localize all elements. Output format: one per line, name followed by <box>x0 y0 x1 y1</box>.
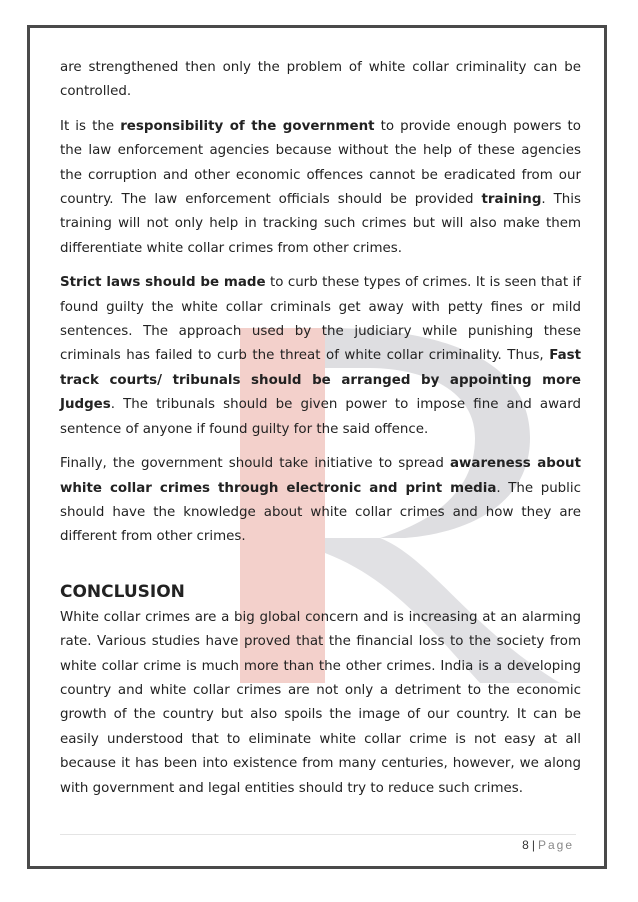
paragraph-p1 <box>60 56 581 105</box>
bold-phrase: responsibility of the government <box>120 118 375 134</box>
paragraph-p3 <box>60 271 581 442</box>
bold-phrase: awareness about white collar crimes through electronic and print media <box>60 456 581 496</box>
text-run: It is the <box>60 118 121 134</box>
paragraph-p4 <box>60 452 581 550</box>
bold-phrase: Strict laws should be made <box>60 275 266 291</box>
document-body <box>60 56 581 811</box>
bold-phrase: training <box>481 192 542 208</box>
text-run: are strengthened then only the problem of white collar criminality can be controlled. <box>60 60 581 100</box>
page-frame <box>27 25 607 869</box>
page-footer <box>522 838 574 852</box>
footer-separator: | <box>531 838 535 852</box>
text-run: . The public should have the knowledge about white collar crimes and how they are different from other crimes. <box>60 480 581 545</box>
page-number: 8 <box>522 838 529 852</box>
paragraph-p2 <box>60 115 581 261</box>
footer-divider <box>60 834 576 835</box>
conclusion-paragraph: White collar crimes are a big global concern and is increasing at an alarming rate. Various studies have proved that the financial loss to the society from white collar crime is much more than the other crimes. India is a developing country and white collar crimes are not only a detriment to the economic growth of the country but also spoils the image of our country. It can be easily understood that to eliminate white collar crime is not easy at all because it has been into existence from many centuries, however, we along with government and legal entities should try to reduce such crimes. <box>60 609 581 796</box>
text-run: to provide enough powers to the law enforcement agencies because without the help of these agencies the corruption and other economic offences cannot be eradicated from our country. The law enforcement officials should be provided <box>60 118 581 208</box>
conclusion-heading: CONCLUSION <box>60 581 185 602</box>
bold-phrase: Fast track courts/ tribunals should be arranged by appointing more Judges <box>60 348 581 413</box>
text-run: . This training will not only help in tracking such crimes but will also make them differentiate white collar crimes from other crimes. <box>60 192 581 256</box>
page-label: Page <box>537 838 574 852</box>
text-run: Finally, the government should take initiative to spread <box>60 456 451 472</box>
text-run: . The tribunals should be given power to impose fine and award sentence of anyone if found guilty for the said offence. <box>60 397 581 437</box>
text-run: to curb these types of crimes. It is seen that if found guilty the white collar criminals get away with petty fines or mild sentences. The approach used by the judiciary while punishing these criminals has failed to curb the threat of white collar criminality. Thus, <box>60 275 581 364</box>
